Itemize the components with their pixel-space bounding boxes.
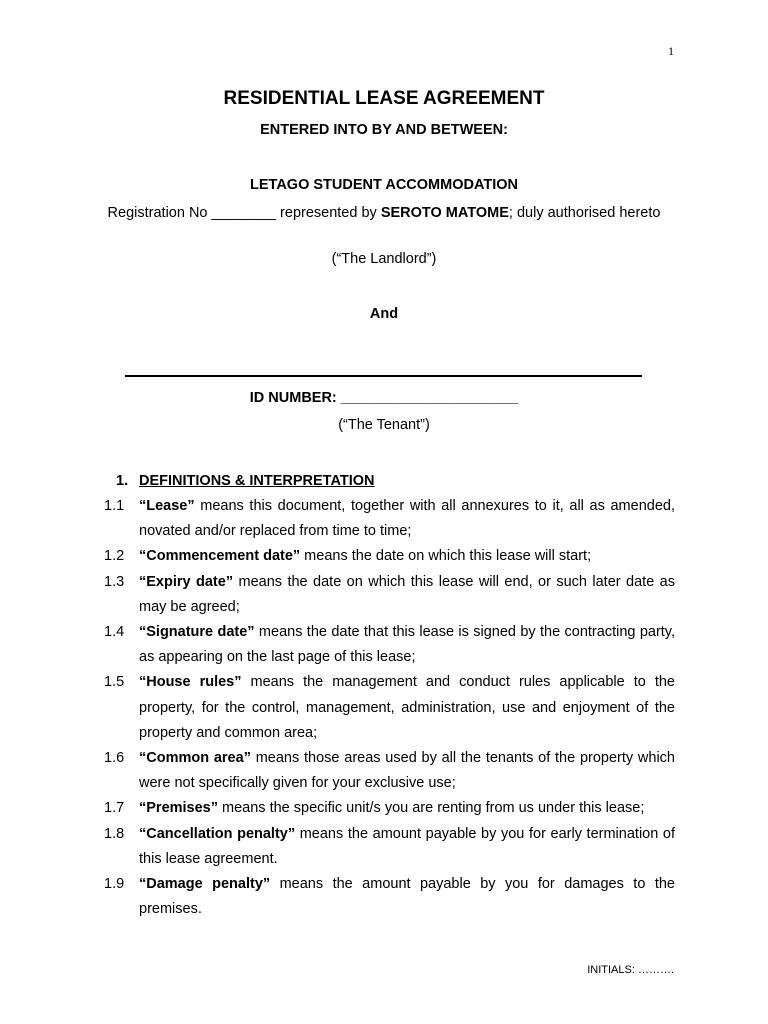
definition-text	[139, 796, 675, 821]
definition-term: “Common area”	[139, 750, 251, 767]
section-title: DEFINITIONS & INTERPRETATION	[139, 473, 375, 489]
definition-number: 1.4	[104, 624, 125, 641]
definition-text	[139, 494, 675, 544]
definition-number: 1.7	[104, 800, 125, 817]
definition-term: “Cancellation penalty”	[139, 825, 296, 842]
definition-item	[104, 620, 675, 670]
landlord-representative: SEROTO MATOME	[380, 205, 509, 221]
definition-text	[139, 822, 675, 872]
definition-item	[104, 570, 675, 620]
tenant-id-number	[0, 390, 768, 406]
id-number-blank: ______________________	[340, 390, 519, 406]
definition-meaning: means the date on which this lease will start;	[300, 548, 592, 565]
and-separator: And	[369, 306, 399, 322]
registration-suffix: ; duly authorised hereto	[508, 205, 661, 221]
id-number-label: ID NUMBER:	[249, 390, 337, 406]
definition-item	[104, 670, 675, 746]
definition-text	[139, 872, 675, 922]
definition-number: 1.1	[104, 498, 125, 514]
definition-number: 1.2	[104, 548, 125, 565]
definition-number: 1.5	[104, 674, 125, 691]
definition-text	[139, 620, 675, 670]
definition-meaning: means those areas used by all the tenants of the property which were not specifically given for your exclusive use;	[139, 750, 676, 792]
landlord-registration	[104, 204, 664, 222]
tenant-role: (“The Tenant”)	[338, 417, 430, 433]
definition-text	[139, 670, 675, 746]
definition-meaning: means the amount payable by you for early termination of this lease agreement.	[139, 825, 676, 867]
tenant-name-line	[125, 375, 642, 377]
document-subtitle: ENTERED INTO BY AND BETWEEN:	[260, 122, 508, 138]
definition-item	[104, 746, 675, 796]
definition-text	[139, 570, 675, 620]
definition-term: “Lease”	[139, 498, 195, 514]
definition-term: “Expiry date”	[139, 573, 234, 590]
definitions-list	[104, 494, 675, 922]
definition-term: “Commencement date”	[139, 548, 301, 565]
definition-term: “Premises”	[139, 800, 218, 817]
definition-meaning: means the date that this lease is signed by the contracting party, as appearing on the last page of this lease;	[139, 624, 676, 666]
page-number: 1	[668, 44, 674, 58]
definition-text	[139, 746, 675, 796]
definition-number: 1.9	[104, 876, 125, 893]
definition-number: 1.3	[104, 573, 125, 590]
definition-meaning: means this document, together with all annexures to it, all as amended, novated and/or replaced from time to time;	[139, 498, 675, 540]
registration-prefix: Registration No ________ represented by	[107, 205, 381, 221]
definition-meaning: means the date on which this lease will end, or such later date as may be agreed;	[139, 573, 675, 615]
definition-item	[104, 872, 675, 922]
section-heading	[116, 473, 375, 489]
definition-number: 1.6	[104, 750, 125, 767]
definition-number: 1.8	[104, 825, 125, 842]
initials-footer: INITIALS: ……….	[587, 964, 674, 976]
definition-meaning: means the specific unit/s you are renting from us under this lease;	[218, 800, 645, 817]
document-title: RESIDENTIAL LEASE AGREEMENT	[223, 88, 545, 109]
landlord-name: LETAGO STUDENT ACCOMMODATION	[250, 177, 518, 193]
definition-term: “House rules”	[139, 674, 242, 691]
definition-text	[139, 544, 675, 569]
definition-meaning: means the management and conduct rules applicable to the property, for the control, management, administration, use and enjoyment of the property and common area;	[139, 674, 675, 741]
definition-meaning: means the amount payable by you for damages to the premises.	[139, 876, 675, 918]
definition-item	[104, 544, 675, 569]
definition-term: “Damage penalty”	[139, 876, 271, 893]
definition-term: “Signature date”	[139, 624, 255, 641]
section-number: 1.	[116, 473, 129, 489]
definition-item	[104, 822, 675, 872]
definition-item	[104, 494, 675, 544]
landlord-role: (“The Landlord”)	[331, 251, 437, 267]
definition-item	[104, 796, 675, 821]
